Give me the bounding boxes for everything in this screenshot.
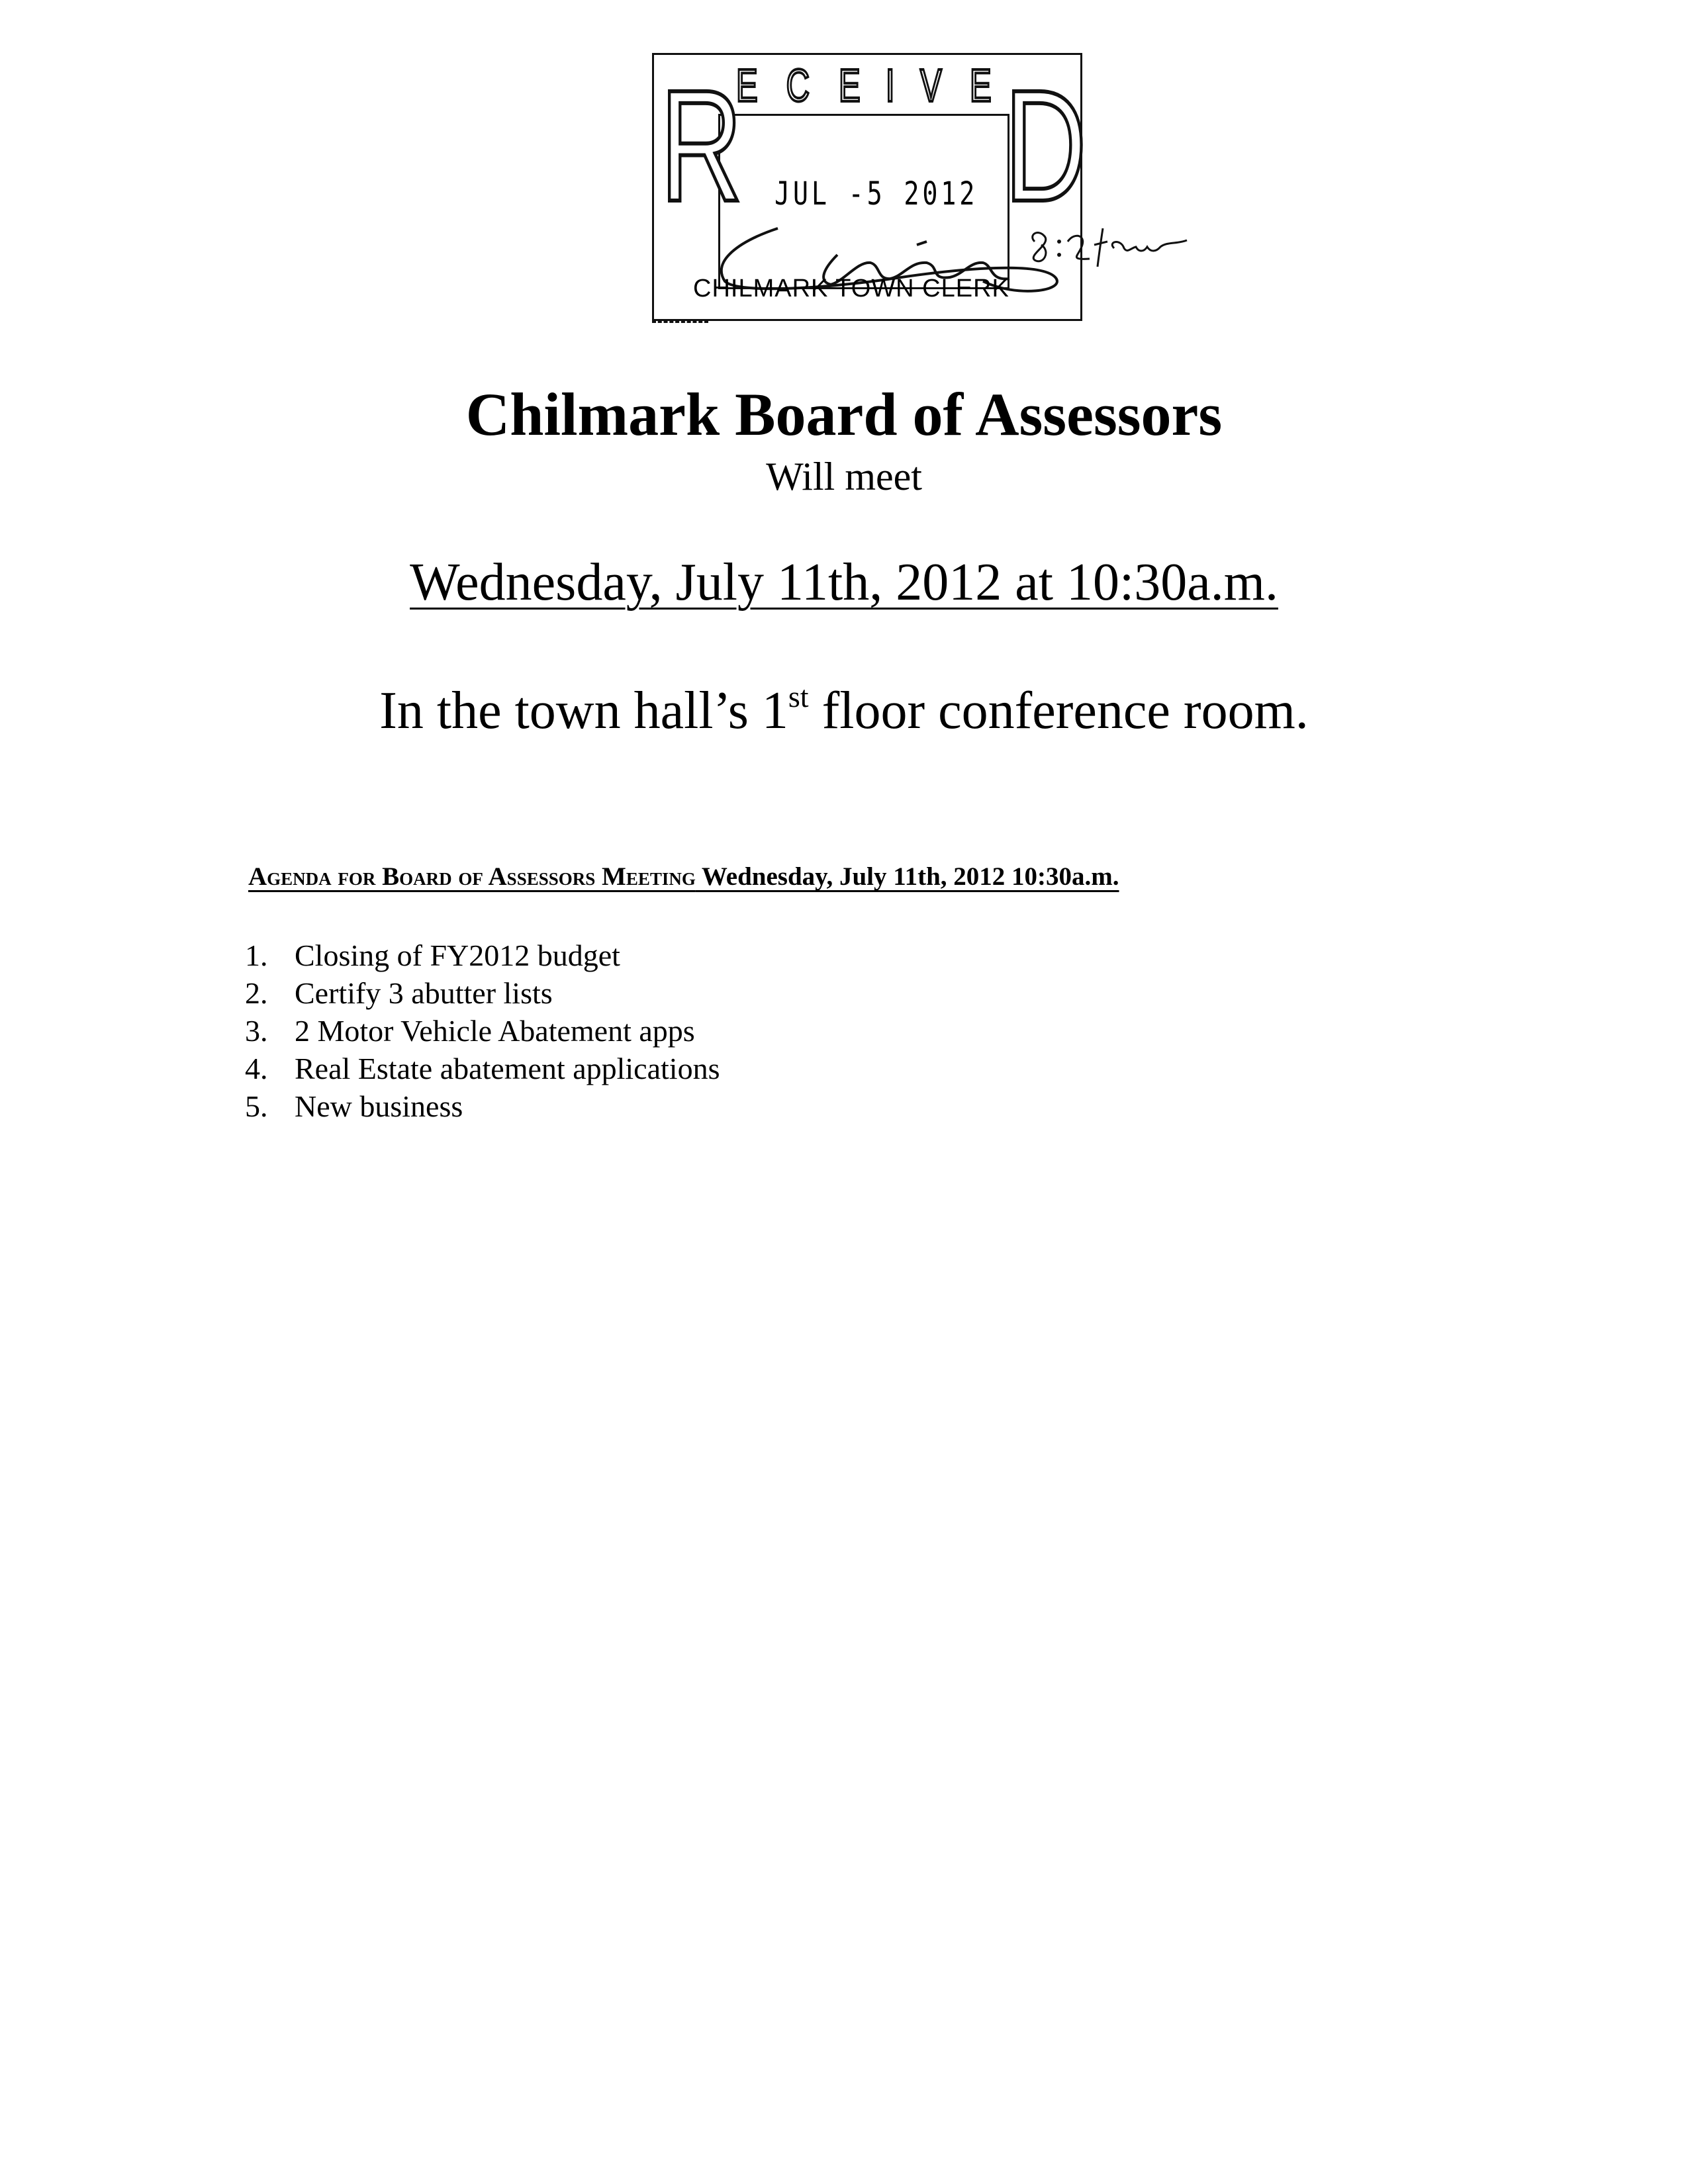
stamp-letter: I bbox=[885, 60, 895, 111]
agenda-item-number: 1. bbox=[245, 938, 268, 972]
subtitle: Will meet bbox=[766, 455, 922, 498]
handwritten-time-note bbox=[1025, 222, 1190, 268]
agenda-item bbox=[245, 1087, 720, 1125]
meeting-datetime bbox=[0, 553, 1688, 612]
meeting-datetime-text: Wednesday, July 11th, 2012 at 10:30a.m. bbox=[410, 553, 1278, 612]
location-prefix: In the town hall’s 1 bbox=[379, 682, 788, 740]
stamp-letter: E bbox=[736, 60, 758, 111]
stamp-letter-d: D bbox=[1004, 57, 1087, 234]
location-superscript: st bbox=[788, 680, 809, 713]
agenda-heading-caps: Agenda for Board of Assessors Meeting bbox=[248, 862, 696, 891]
agenda-item-number: 4. bbox=[245, 1052, 268, 1085]
agenda-item bbox=[245, 974, 720, 1012]
stamp-dash-line bbox=[652, 321, 708, 323]
stamp-letter: C bbox=[786, 60, 810, 111]
received-stamp bbox=[652, 53, 1086, 324]
stamp-middle-letters bbox=[731, 62, 996, 115]
agenda-item-number: 2. bbox=[245, 976, 268, 1010]
meeting-location bbox=[0, 680, 1688, 740]
page-title: Chilmark Board of Assessors bbox=[465, 381, 1223, 448]
agenda-item-text: Real Estate abatement applications bbox=[295, 1052, 720, 1085]
agenda-heading bbox=[248, 864, 1119, 889]
stamp-letter: E bbox=[970, 60, 992, 111]
stamp-letter: E bbox=[838, 60, 861, 111]
agenda-item-text: Certify 3 abutter lists bbox=[295, 976, 553, 1010]
agenda-item-number: 5. bbox=[245, 1089, 268, 1123]
stamp-date: JUL -5 2012 bbox=[774, 175, 978, 212]
stamp-office: CHILMARK TOWN CLERK bbox=[693, 275, 1009, 302]
agenda-item bbox=[245, 936, 720, 974]
agenda-item bbox=[245, 1012, 720, 1050]
stamp-letter: V bbox=[919, 60, 942, 111]
agenda-list bbox=[245, 936, 720, 1125]
agenda-heading-date: Wednesday, July 11th, 2012 10:30a.m. bbox=[695, 862, 1119, 891]
agenda-item-number: 3. bbox=[245, 1014, 268, 1048]
location-suffix: floor conference room. bbox=[808, 682, 1309, 740]
agenda-item-text: New business bbox=[295, 1089, 463, 1123]
agenda-item bbox=[245, 1050, 720, 1087]
agenda-item-text: 2 Motor Vehicle Abatement apps bbox=[295, 1014, 695, 1048]
agenda-item-text: Closing of FY2012 budget bbox=[295, 938, 620, 972]
stamp-letter-r: R bbox=[660, 57, 743, 234]
